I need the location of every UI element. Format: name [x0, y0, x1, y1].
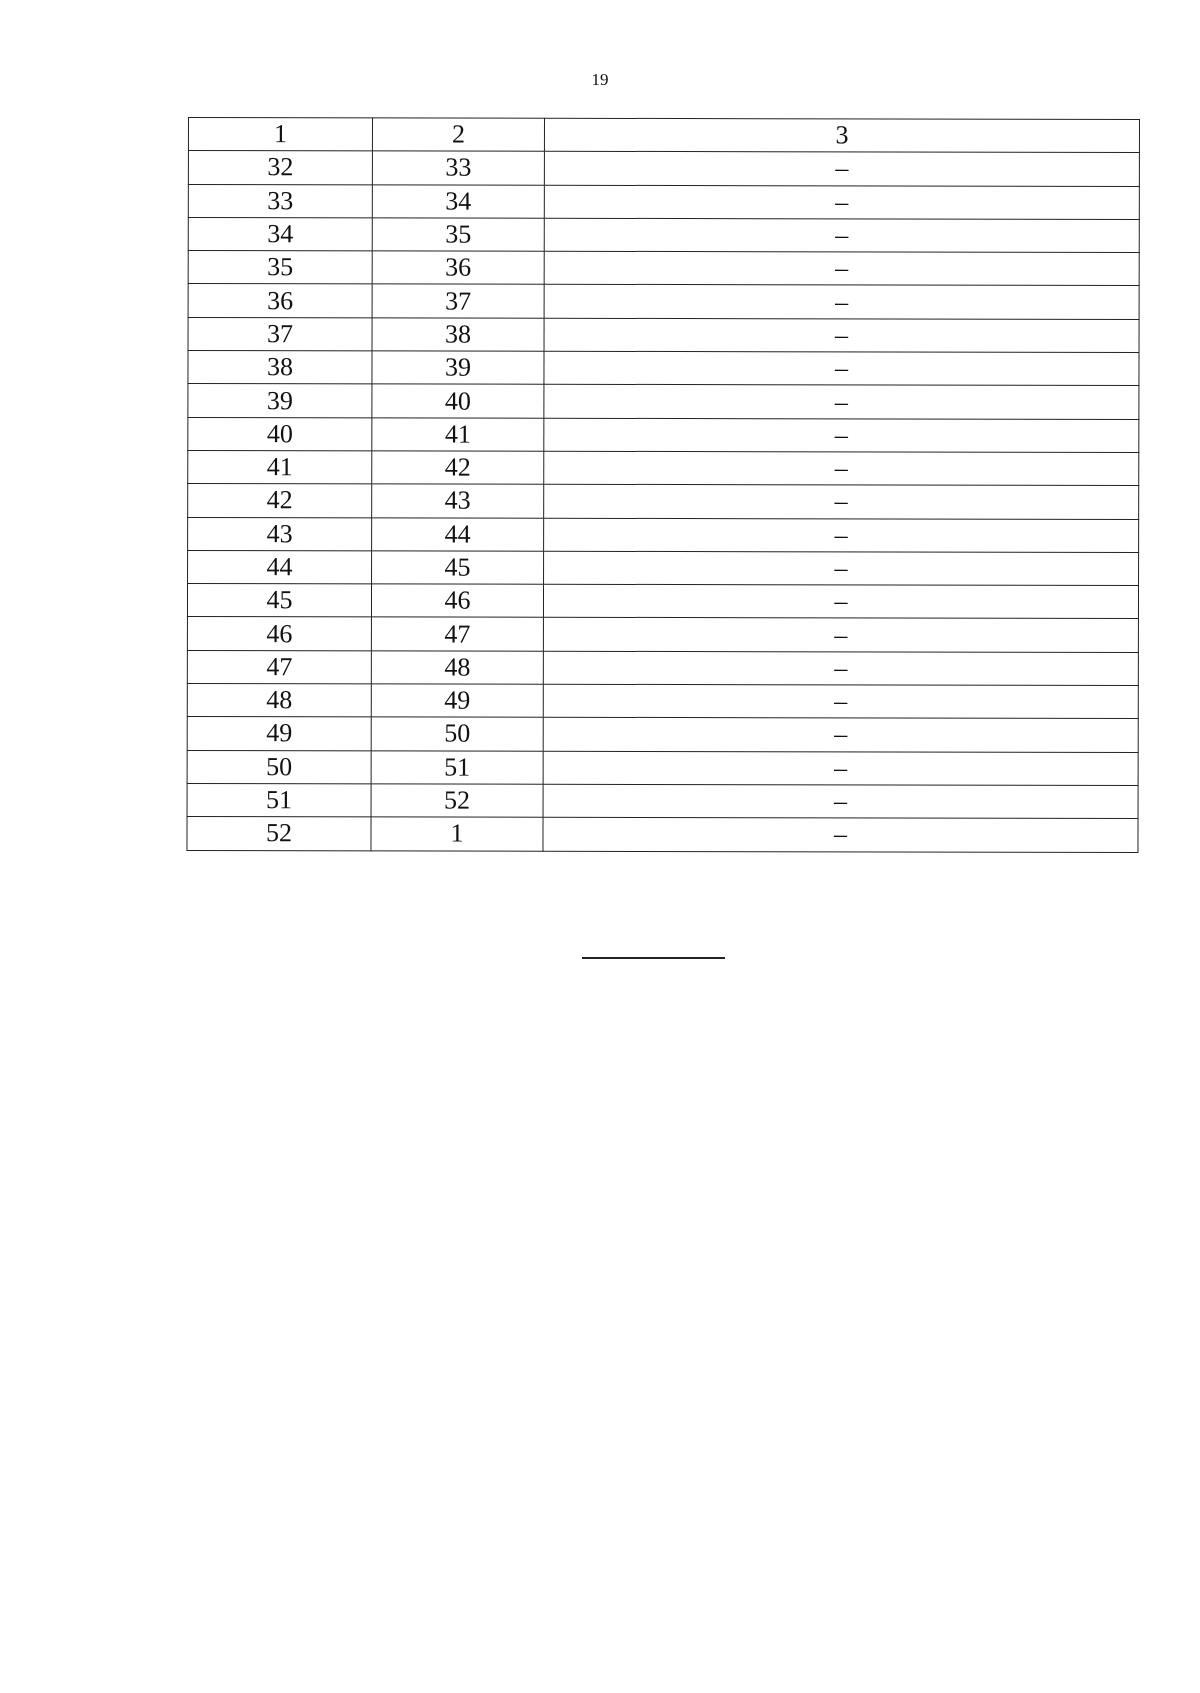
table-cell-col-2: 35	[372, 218, 544, 252]
column-header-2: 2	[372, 118, 544, 152]
table-row	[188, 217, 1139, 252]
table-cell-col-1: 38	[188, 351, 372, 385]
table-cell-col-3: –	[544, 185, 1139, 220]
table-cell-col-2: 38	[372, 318, 544, 352]
table-row	[188, 184, 1139, 219]
table-cell-col-2: 46	[371, 584, 543, 618]
table-cell-col-1: 52	[187, 817, 371, 851]
table-cell-col-2: 41	[372, 418, 544, 452]
table-row	[188, 484, 1139, 519]
table-cell-col-3: –	[544, 251, 1139, 286]
table-cell-col-1: 32	[188, 151, 372, 185]
table-cell-col-3: –	[544, 318, 1139, 353]
table-cell-col-1: 41	[188, 450, 372, 484]
table-cell-col-3: –	[543, 651, 1138, 686]
page-number: 19	[591, 70, 609, 89]
column-header-3: 3	[544, 118, 1139, 153]
table-cell-col-1: 36	[188, 284, 372, 318]
table-cell-col-3: –	[544, 351, 1139, 386]
table-cell-col-3: –	[544, 418, 1139, 453]
table-cell-col-3: –	[544, 152, 1139, 187]
table-cell-col-3: –	[544, 385, 1139, 420]
table-cell-col-3: –	[544, 451, 1139, 486]
table-cell-col-1: 49	[187, 717, 371, 751]
table-cell-col-1: 50	[187, 750, 371, 784]
table-row	[187, 617, 1138, 652]
table-cell-col-2: 36	[372, 251, 544, 285]
table-row	[188, 251, 1139, 286]
table-cell-col-2: 48	[371, 651, 543, 685]
table-cell-col-2: 51	[371, 751, 543, 785]
table-row	[188, 317, 1139, 352]
table-cell-col-2: 45	[372, 551, 544, 585]
table-cell-col-2: 47	[371, 617, 543, 651]
table-cell-col-3: –	[543, 817, 1138, 852]
table-cell-col-2: 49	[371, 684, 543, 718]
table-cell-col-2: 42	[372, 451, 544, 485]
table-cell-col-2: 43	[372, 484, 544, 518]
table-cell-col-3: –	[544, 285, 1139, 320]
table-cell-col-2: 33	[372, 151, 544, 185]
table-cell-col-2: 1	[371, 817, 543, 851]
table-cell-col-1: 43	[188, 517, 372, 551]
table-cell-col-3: –	[543, 684, 1138, 719]
table-row	[188, 417, 1139, 452]
table-row	[188, 151, 1139, 186]
table-row	[188, 450, 1139, 485]
table-cell-col-1: 40	[188, 417, 372, 451]
table-row	[187, 750, 1138, 785]
table-row	[187, 584, 1138, 619]
table-cell-col-2: 52	[371, 784, 543, 818]
table-cell-col-1: 45	[187, 584, 371, 618]
table-cell-col-1: 46	[187, 617, 371, 651]
table-row	[188, 351, 1139, 386]
table-cell-col-3: –	[543, 784, 1138, 819]
end-of-document-rule	[582, 957, 725, 959]
table-row	[187, 817, 1138, 852]
column-header-1: 1	[188, 118, 372, 152]
table-header-row	[188, 118, 1139, 153]
table-cell-col-3: –	[543, 584, 1138, 619]
table-cell-col-2: 50	[371, 717, 543, 751]
table-row	[188, 284, 1139, 319]
table-cell-col-1: 34	[188, 217, 372, 251]
table-row	[187, 717, 1138, 752]
table-cell-col-3: –	[543, 718, 1138, 753]
table-row	[188, 384, 1139, 419]
table-cell-col-1: 44	[188, 550, 372, 584]
table-cell-col-1: 51	[187, 783, 371, 817]
table-cell-col-3: –	[544, 218, 1139, 253]
table-cell-col-2: 40	[372, 384, 544, 418]
table-cell-col-2: 34	[372, 184, 544, 218]
table-cell-col-2: 44	[372, 517, 544, 551]
table-cell-col-1: 47	[187, 650, 371, 684]
table-cell-col-3: –	[544, 551, 1139, 586]
data-table	[186, 117, 1140, 853]
table-cell-col-3: –	[544, 518, 1139, 553]
table-row	[187, 650, 1138, 685]
table-cell-col-3: –	[543, 751, 1138, 786]
table-cell-col-1: 42	[188, 484, 372, 518]
table-cell-col-3: –	[544, 485, 1139, 520]
table-cell-col-2: 39	[372, 351, 544, 385]
table-cell-col-1: 48	[187, 684, 371, 718]
table-cell-col-1: 39	[188, 384, 372, 418]
table-body	[187, 118, 1140, 853]
table-cell-col-1: 35	[188, 251, 372, 285]
table-cell-col-1: 37	[188, 317, 372, 351]
table-row	[188, 550, 1139, 585]
table-row	[187, 783, 1138, 818]
table-cell-col-2: 37	[372, 284, 544, 318]
table-cell-col-3: –	[543, 618, 1138, 653]
table-row	[187, 684, 1138, 719]
table-row	[188, 517, 1139, 552]
table-cell-col-1: 33	[188, 184, 372, 218]
